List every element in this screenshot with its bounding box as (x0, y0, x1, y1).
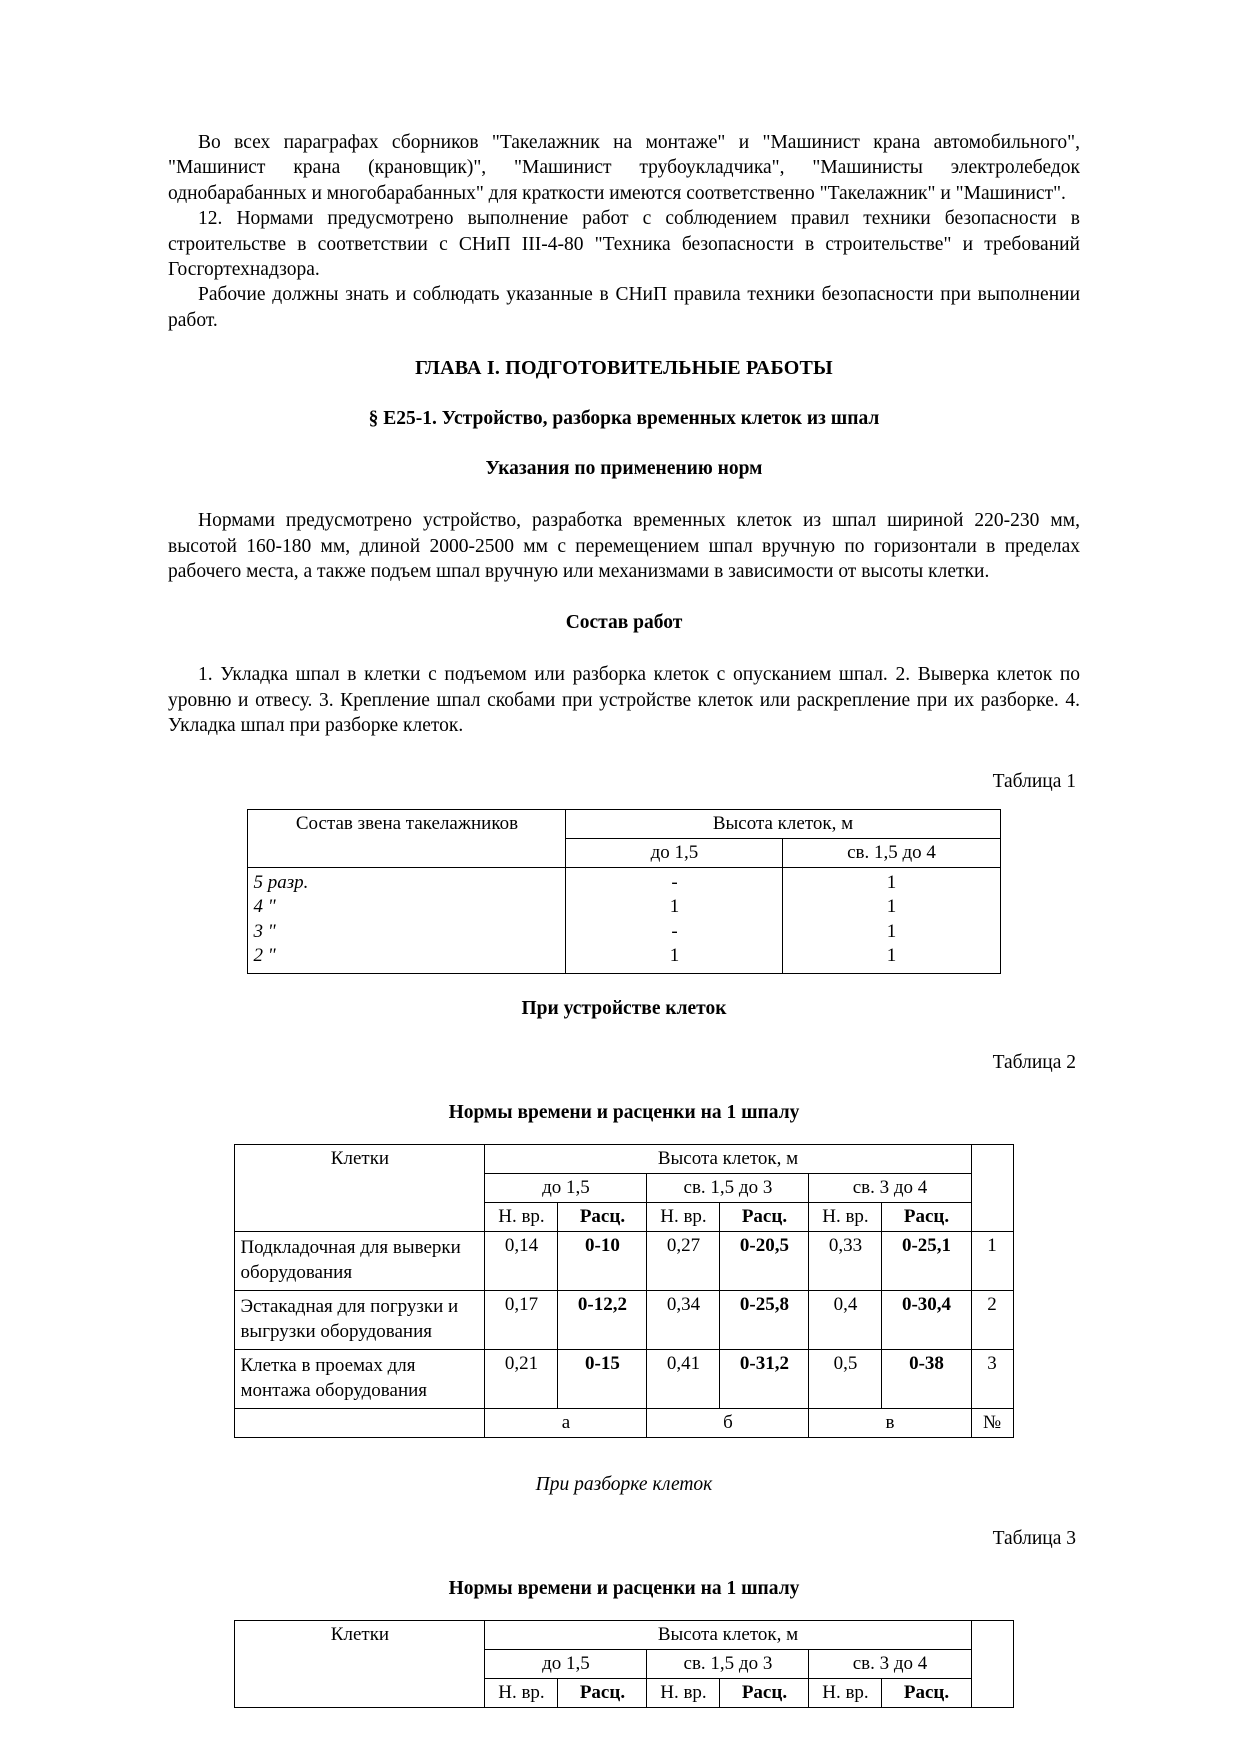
table-row (235, 1290, 1013, 1349)
table3-caption: Таблица 3 (992, 1527, 1076, 1549)
table1-header-height: Высота клеток, м (566, 809, 1000, 838)
paragraph-norms-description: Нормами предусмотрено устройство, разработка временных клеток из шпал шириной 220-230 мм, высотой 160-180 мм, длиной 2000-2500 мм с перемещением шпал вручную по горизонтали в пределах рабочего места, а также подъем шпал вручную или механизмами в зависимости от высоты клетки. (168, 510, 1080, 583)
table2-sub-rc-2: Расц. (882, 1202, 971, 1231)
table2-cell-nv3: 0,33 (809, 1231, 882, 1290)
table2-cell-nv1: 0,14 (485, 1231, 558, 1290)
section-heading: § Е25-1. Устройство, разборка временных клеток из шпал (368, 408, 880, 430)
table2-cell-rc1: 0-15 (558, 1349, 647, 1408)
table3-group-header-0: до 1,5 (485, 1649, 647, 1678)
usage-notes-heading: Указания по применению норм (485, 458, 763, 480)
table2-cell-nv2: 0,34 (647, 1290, 720, 1349)
table2-cell-nv2: 0,27 (647, 1231, 720, 1290)
table2-cell-rc1: 0-10 (558, 1231, 647, 1290)
table2-cell-nv2: 0,41 (647, 1349, 720, 1408)
table-row (248, 867, 1000, 973)
value-3: 1 (886, 945, 897, 967)
table2-cell-nv1: 0,17 (485, 1290, 558, 1349)
table2-cell-rc3: 0-30,4 (882, 1290, 971, 1349)
table2-cell-nv3: 0,4 (809, 1290, 882, 1349)
table2-sub-nv-1: Н. вр. (647, 1202, 720, 1231)
paragraph-safety-rules: 12. Нормами предусмотрено выполнение работ с соблюдением правил техники безопасности в строительстве в соответствии с СНиП III-4-80 "Техника безопасности в строительстве" и требований Госгортехнадзора. (168, 208, 1080, 281)
value-1: 1 (669, 896, 680, 918)
table2-cell-rc1: 0-12,2 (558, 1290, 647, 1349)
table2-header-name: Клетки (235, 1144, 485, 1231)
table2-caption: Таблица 2 (992, 1051, 1076, 1073)
table3-group-header-1: св. 1,5 до 3 (647, 1649, 809, 1678)
subtitle-installation: При устройстве клеток (521, 997, 727, 1019)
table2-header-num (971, 1144, 1013, 1231)
value-0: 1 (886, 871, 897, 893)
value-2: 1 (886, 920, 897, 942)
table2-cell-rc2: 0-20,5 (720, 1231, 809, 1290)
work-composition-heading: Состав работ (565, 612, 683, 634)
table3-header-name: Клетки (235, 1620, 485, 1707)
table2-cell-rc2: 0-31,2 (720, 1349, 809, 1408)
table2-row-name: Клетка в проемах для монтажа оборудования (235, 1349, 485, 1408)
table2-cell-nv3: 0,5 (809, 1349, 882, 1408)
table2-cell-num: 3 (971, 1349, 1013, 1408)
table3-sub-nv-2: Н. вр. (809, 1678, 882, 1707)
table1-values-col1 (566, 867, 783, 973)
table3-sub-rc-2: Расц. (882, 1678, 971, 1707)
table2-footer-blank (235, 1408, 485, 1437)
table1-header-crew: Состав звена такелажников (248, 809, 566, 867)
table3-sub-nv-1: Н. вр. (647, 1678, 720, 1707)
crew-rank-0: 5 разр. (253, 871, 309, 893)
table1-values-col2 (783, 867, 1000, 973)
value-0: - (671, 871, 678, 893)
crew-rank-1: 4 " (253, 896, 276, 918)
value-1: 1 (886, 896, 897, 918)
table2-group-header-0: до 1,5 (485, 1173, 647, 1202)
table2-cell-nv1: 0,21 (485, 1349, 558, 1408)
value-3: 1 (669, 945, 680, 967)
table3-sub-rc-1: Расц. (720, 1678, 809, 1707)
table1-caption: Таблица 1 (992, 770, 1076, 792)
table2-row-name: Подкладочная для выверки оборудования (235, 1231, 485, 1290)
crew-rank-3: 2 " (253, 945, 276, 967)
table-row (235, 1144, 1013, 1173)
paragraph-work-steps: 1. Укладка шпал в клетки с подъемом или разборка клеток с опусканием шпал. 2. Выверка клеток по уровню и отвесу. 3. Крепление шпал скобами при устройстве клеток или раскрепление при их разборке. 4. Укладка шпал при разборке клеток. (168, 664, 1080, 737)
value-2: - (671, 920, 678, 942)
subtitle-disassembly: При разборке клеток (535, 1473, 713, 1495)
table1-col-header-0: до 1,5 (566, 838, 783, 867)
table1-crew-cell (248, 867, 566, 973)
table-crew-composition (247, 809, 1000, 974)
table-row (235, 1349, 1013, 1408)
table2-row-name: Эстакадная для погрузки и выгрузки оборудования (235, 1290, 485, 1349)
table3-header-height: Высота клеток, м (485, 1620, 971, 1649)
chapter-heading: ГЛАВА I. ПОДГОТОВИТЕЛЬНЫЕ РАБОТЫ (415, 357, 833, 380)
table2-footer-letter-2: в (809, 1408, 971, 1437)
table3-group-header-2: св. 3 до 4 (809, 1649, 971, 1678)
paragraph-workers-knowledge: Рабочие должны знать и соблюдать указанные в СНиП правила техники безопасности при выполнении работ. (168, 284, 1080, 331)
table-row (235, 1620, 1013, 1649)
table2-footer-letter-1: б (647, 1408, 809, 1437)
table2-header-height: Высота клеток, м (485, 1144, 971, 1173)
crew-rank-2: 3 " (253, 920, 276, 942)
table2-cell-rc3: 0-25,1 (882, 1231, 971, 1290)
table-row (235, 1408, 1013, 1437)
table-norms-installation (234, 1144, 1013, 1438)
table2-sub-nv-0: Н. вр. (485, 1202, 558, 1231)
table-norms-disassembly (234, 1620, 1013, 1708)
table2-cell-num: 2 (971, 1290, 1013, 1349)
table2-sub-rc-0: Расц. (558, 1202, 647, 1231)
table2-title: Нормы времени и расценки на 1 шпалу (448, 1101, 800, 1123)
table-row (248, 809, 1000, 838)
paragraph-abbreviations: Во всех параграфах сборников "Такелажник на монтаже" и "Машинист крана автомобильного", "Машинист крана (крановщик)", "Машинист трубоукладчика", "Машинисты электролебедок однобарабанных и многобарабанных" для краткости имеются соответственно "Такелажник" и "Машинист". (168, 132, 1080, 204)
table1-col-header-1: св. 1,5 до 4 (783, 838, 1000, 867)
table2-cell-num: 1 (971, 1231, 1013, 1290)
table2-sub-rc-1: Расц. (720, 1202, 809, 1231)
table2-cell-rc3: 0-38 (882, 1349, 971, 1408)
table2-group-header-2: св. 3 до 4 (809, 1173, 971, 1202)
table3-sub-nv-0: Н. вр. (485, 1678, 558, 1707)
table3-sub-rc-0: Расц. (558, 1678, 647, 1707)
table2-cell-rc2: 0-25,8 (720, 1290, 809, 1349)
table2-group-header-1: св. 1,5 до 3 (647, 1173, 809, 1202)
table2-footer-num: № (971, 1408, 1013, 1437)
table-row (235, 1231, 1013, 1290)
table2-footer-letter-0: а (485, 1408, 647, 1437)
table3-title: Нормы времени и расценки на 1 шпалу (448, 1577, 800, 1599)
table2-sub-nv-2: Н. вр. (809, 1202, 882, 1231)
table3-header-num (971, 1620, 1013, 1707)
